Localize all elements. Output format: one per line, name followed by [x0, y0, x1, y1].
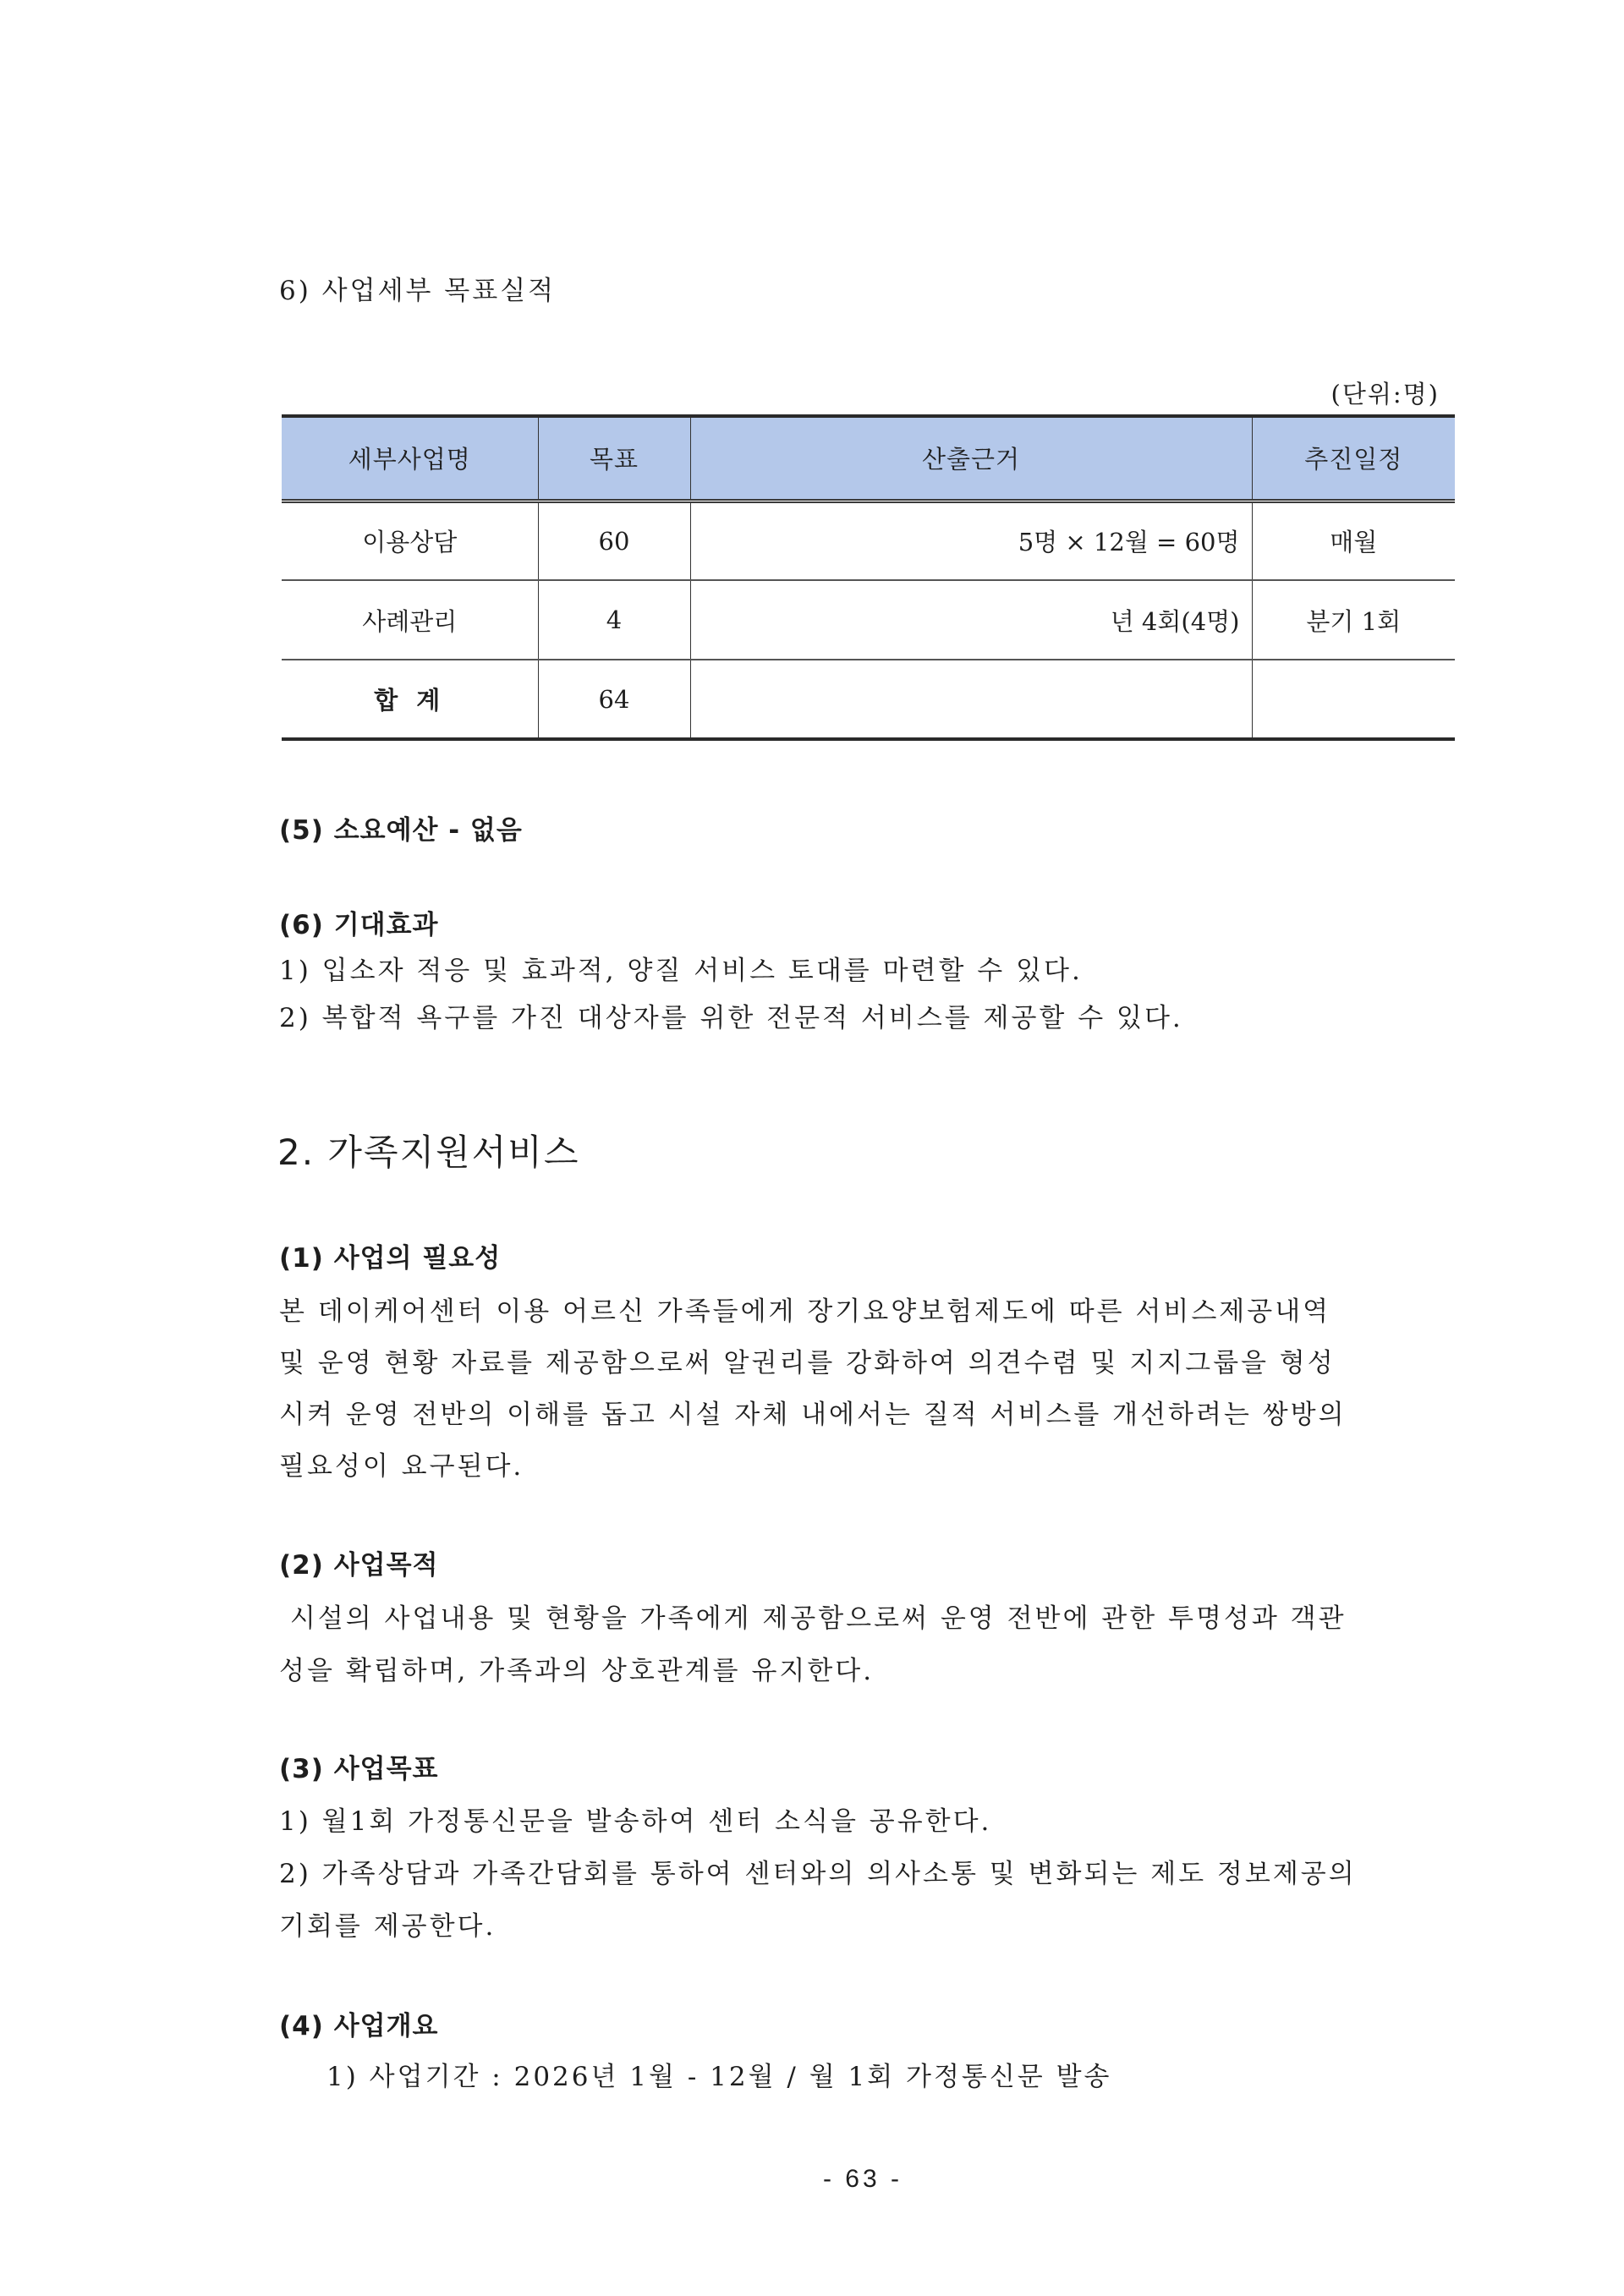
- header-project-name: 세부사업명: [282, 416, 538, 501]
- header-schedule: 추진일정: [1252, 416, 1455, 501]
- table-row: [282, 501, 1455, 580]
- table-total-row: [282, 660, 1455, 739]
- effects-item: 1) 입소자 적응 및 효과적, 양질 서비스 토대를 마련할 수 있다.: [279, 956, 1083, 986]
- cell-project-name: 사례관리: [282, 580, 538, 660]
- cell-basis: 5명 × 12월 = 60명: [690, 501, 1252, 580]
- goals-line: 기회를 제공한다.: [279, 1911, 497, 1942]
- cell-basis: 년 4회(4명): [690, 580, 1252, 660]
- necessity-line: 시켜 운영 전반의 이해를 돕고 시설 자체 내에서는 질적 서비스를 개선하려는 쌍방의: [279, 1400, 1347, 1430]
- goals-line: 2) 가족상담과 가족간담회를 통하여 센터와의 의사소통 및 변화되는 제도 정보제공의: [279, 1859, 1357, 1889]
- page-number: - 63 -: [822, 2165, 903, 2193]
- cell-target: 4: [538, 580, 690, 660]
- necessity-line: 및 운영 현황 자료를 제공함으로써 알권리를 강화하여 의견수렴 및 지지그룹을 형성: [279, 1348, 1336, 1378]
- goals-line: 1) 월1회 가정통신문을 발송하여 센터 소식을 공유한다.: [279, 1806, 992, 1837]
- section-heading-detail-targets: 6) 사업세부 목표실적: [279, 276, 557, 306]
- detail-targets-table: [282, 414, 1455, 741]
- necessity-line: 필요성이 요구된다.: [279, 1451, 524, 1482]
- cell-project-name: 이용상담: [282, 501, 538, 580]
- cell-total-basis: [690, 660, 1252, 739]
- header-basis: 산출근거: [690, 416, 1252, 501]
- cell-schedule: 분기 1회: [1252, 580, 1455, 660]
- necessity-heading: (1) 사업의 필요성: [279, 1243, 502, 1274]
- goals-heading: (3) 사업목표: [279, 1754, 439, 1784]
- necessity-line: 본 데이케어센터 이용 어르신 가족들에게 장기요양보험제도에 따른 서비스제공내역: [279, 1296, 1331, 1327]
- cell-schedule: 매월: [1252, 501, 1455, 580]
- purpose-heading: (2) 사업목적: [279, 1550, 439, 1581]
- table-header-row: [282, 416, 1455, 501]
- chapter-title: 2. 가족지원서비스: [277, 1132, 580, 1173]
- header-target: 목표: [538, 416, 690, 501]
- overview-item: 1) 사업기간 : 2026년 1월 - 12월 / 월 1회 가정통신문 발송: [326, 2062, 1112, 2092]
- cell-target: 60: [538, 501, 690, 580]
- overview-heading: (4) 사업개요: [279, 2011, 439, 2041]
- budget-heading: (5) 소요예산 - 없음: [279, 815, 523, 846]
- effects-item: 2) 복합적 욕구를 가진 대상자를 위한 전문적 서비스를 제공할 수 있다.: [279, 1003, 1183, 1033]
- cell-total-target: 64: [538, 660, 690, 739]
- cell-total-schedule: [1252, 660, 1455, 739]
- purpose-line: 시설의 사업내용 및 현황을 가족에게 제공함으로써 운영 전반에 관한 투명성과 객관: [279, 1603, 1347, 1634]
- cell-total-label: 합 계: [282, 660, 538, 739]
- table-row: [282, 580, 1455, 660]
- purpose-line: 성을 확립하며, 가족과의 상호관계를 유지한다.: [279, 1656, 875, 1686]
- effects-heading: (6) 기대효과: [279, 910, 439, 940]
- unit-label: (단위:명): [1330, 380, 1440, 408]
